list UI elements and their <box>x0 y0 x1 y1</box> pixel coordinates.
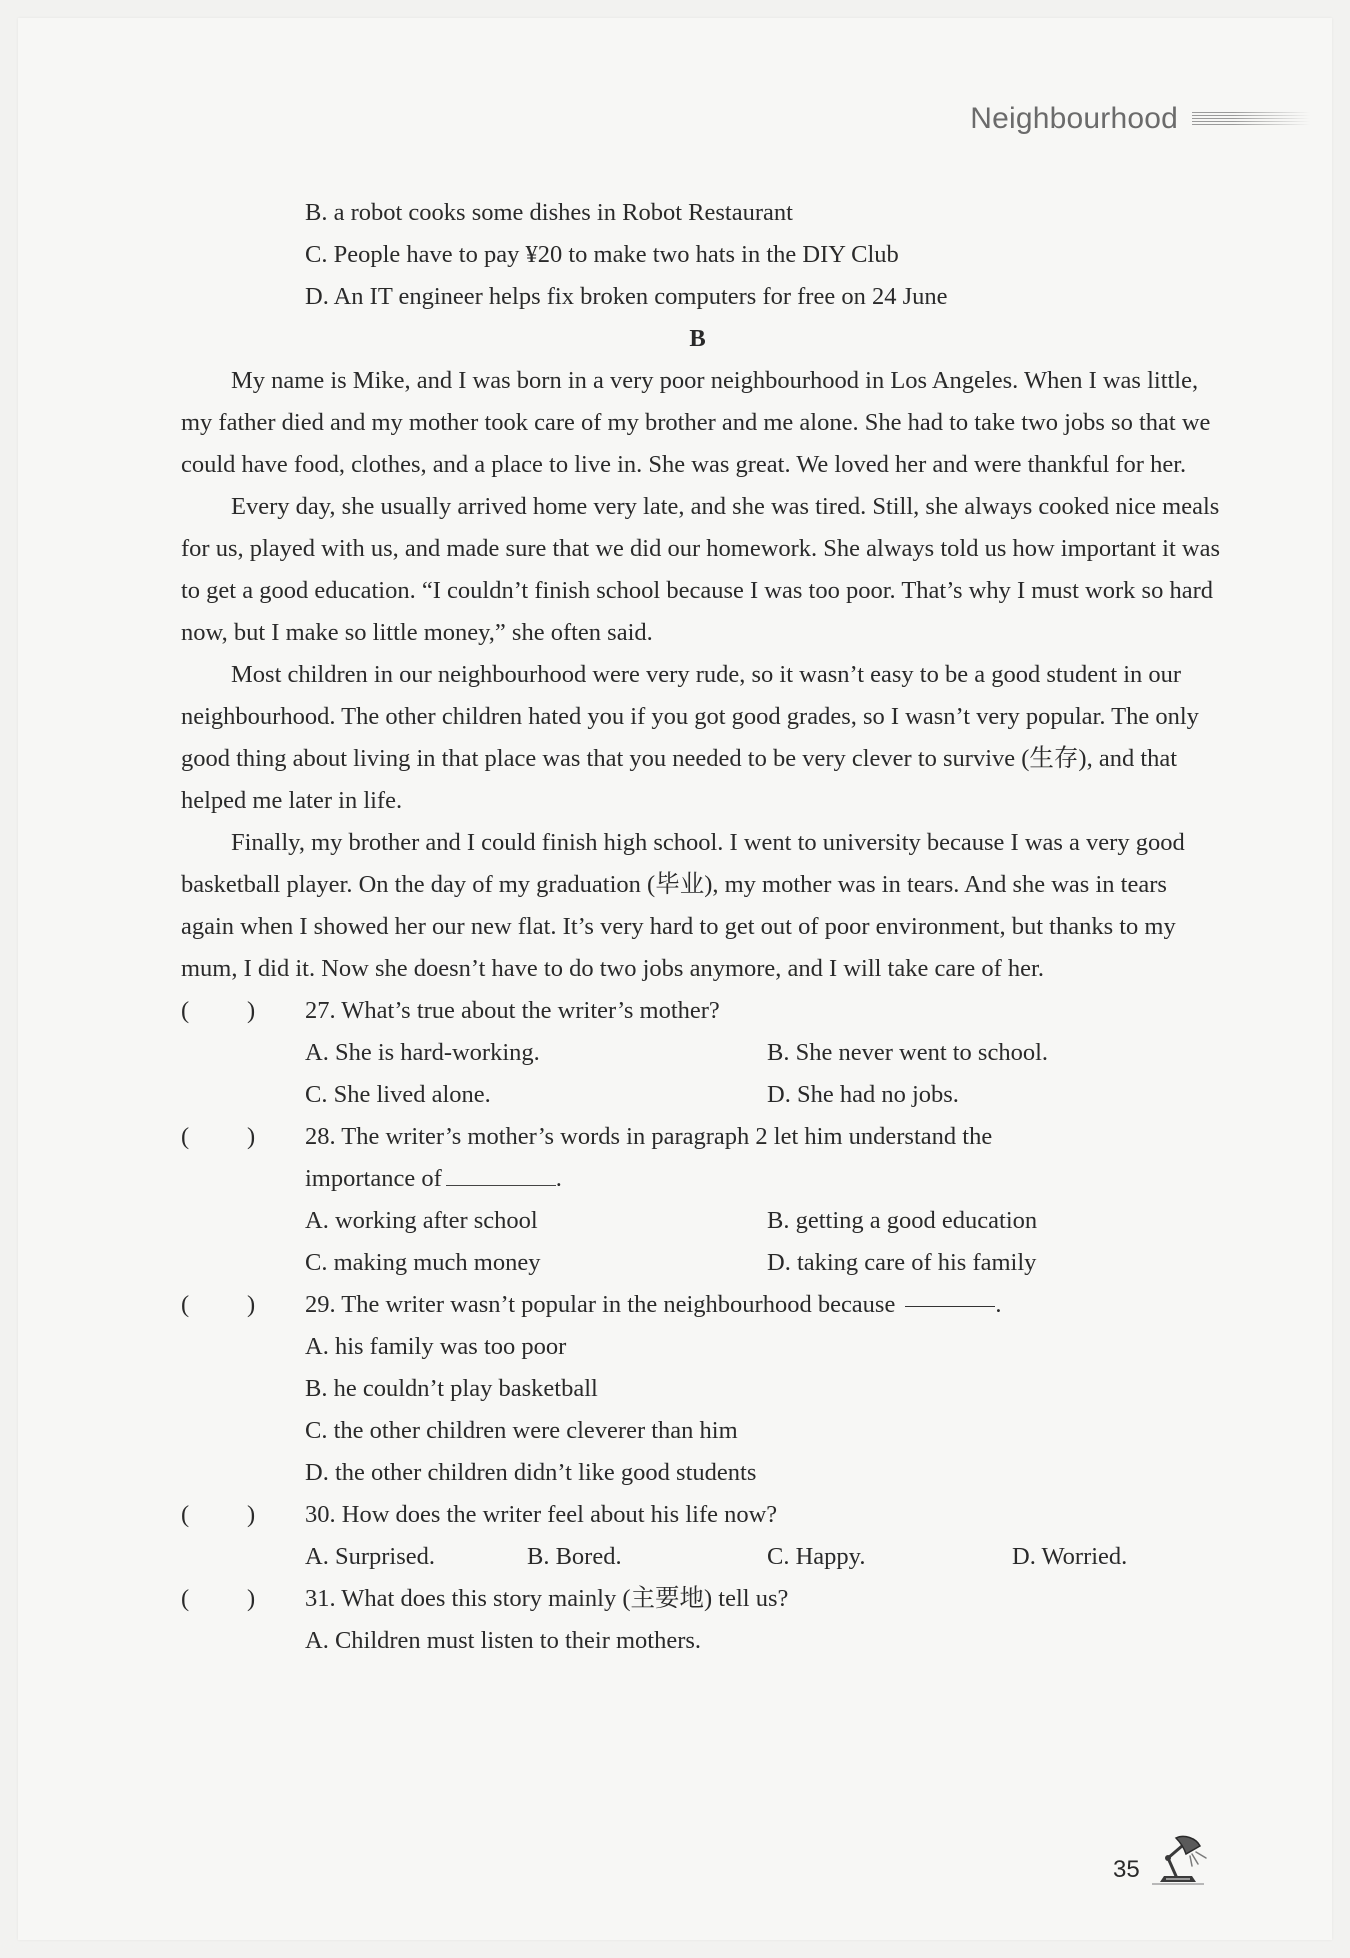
answer-blank[interactable] <box>446 1163 556 1186</box>
option-a: A. working after school <box>305 1207 538 1234</box>
option-b: B. Bored. <box>527 1543 622 1570</box>
prev-option-c: C. People have to pay ¥20 to make two hats in the DIY Club <box>305 241 899 268</box>
question-27 <box>181 990 1221 1032</box>
bracket-open: ( <box>181 1291 190 1318</box>
question-28 <box>181 1116 1221 1158</box>
page-header <box>970 102 1310 136</box>
options-row <box>181 1074 1221 1116</box>
options-row <box>181 1536 1221 1578</box>
option-d: D. Worried. <box>1012 1543 1128 1570</box>
prev-option-b: B. a robot cooks some dishes in Robot Restaurant <box>305 199 793 226</box>
bracket-close: ) <box>247 1123 256 1150</box>
option-a: A. Surprised. <box>305 1543 435 1570</box>
question-stem: 29. The writer wasn’t popular in the neighbourhood because <box>305 1291 896 1318</box>
passage-paragraph-1: My name is Mike, and I was born in a very poor neighbourhood in Los Angeles. When I was little, my father died and my mother took care of my brother and me alone. She had to take two jobs so that we could have food, clothes, and a place to live in. She was great. We loved her and were thankful for her. <box>181 367 1211 478</box>
bracket-close: ) <box>247 997 256 1024</box>
answer-blank[interactable] <box>905 1284 995 1307</box>
prev-option-d: D. An IT engineer helps fix broken computers for free on 24 June <box>305 283 948 310</box>
bracket-close: ) <box>247 1501 256 1528</box>
options-row <box>181 1032 1221 1074</box>
question-stem: 28. The writer’s mother’s words in paragraph 2 let him understand the <box>305 1123 993 1150</box>
bracket-open: ( <box>181 1585 190 1612</box>
passage-paragraph-4: Finally, my brother and I could finish high school. I went to university because I was a very good basketball player. On the day of my graduation (毕业), my mother was in tears. And she was in tears again when I showed her our new flat. It’s very hard to get out of poor environment, but thanks to my mum, I did it. Now she doesn’t have to do two jobs anymore, and I will take care of her. <box>181 829 1185 982</box>
bracket-open: ( <box>181 1501 190 1528</box>
question-29 <box>181 1284 1221 1326</box>
option-a: A. his family was too poor <box>305 1333 567 1360</box>
question-stem: 27. What’s true about the writer’s mother? <box>305 997 720 1024</box>
page-content <box>181 192 1221 1662</box>
question-stem-part2: importance of <box>305 1165 442 1192</box>
option-b: B. he couldn’t play basketball <box>305 1375 598 1402</box>
option-c: C. making much money <box>305 1249 541 1276</box>
question-31 <box>181 1578 1221 1620</box>
desk-lamp-icon <box>1146 1832 1210 1888</box>
option-c: C. She lived alone. <box>305 1081 491 1108</box>
period: . <box>995 1291 1002 1318</box>
option-d: D. taking care of his family <box>767 1249 1037 1276</box>
question-stem: 31. What does this story mainly (主要地) tell us? <box>305 1585 789 1612</box>
option-b: B. She never went to school. <box>767 1039 1049 1066</box>
option-c: C. Happy. <box>767 1543 866 1570</box>
option-d: D. She had no jobs. <box>767 1081 959 1108</box>
bracket-close: ) <box>247 1585 256 1612</box>
header-title: Neighbourhood <box>970 102 1178 135</box>
question-30 <box>181 1494 1221 1536</box>
question-stem-continued <box>181 1158 1221 1200</box>
period: . <box>555 1165 562 1192</box>
answer-bracket[interactable] <box>181 1284 305 1326</box>
header-decorative-lines <box>1192 112 1310 126</box>
option-a: A. Children must listen to their mothers. <box>305 1627 702 1654</box>
bracket-close: ) <box>247 1291 256 1318</box>
option-b: B. getting a good education <box>767 1207 1038 1234</box>
answer-bracket[interactable] <box>181 1578 305 1620</box>
options-row <box>181 1200 1221 1242</box>
answer-bracket[interactable] <box>181 1116 305 1158</box>
answer-bracket[interactable] <box>181 1494 305 1536</box>
bracket-open: ( <box>181 1123 190 1150</box>
option-a: A. She is hard-working. <box>305 1039 540 1066</box>
answer-bracket[interactable] <box>181 990 305 1032</box>
passage-paragraph-3: Most children in our neighbourhood were very rude, so it wasn’t easy to be a good student in our neighbourhood. The other children hated you if you got good grades, so I wasn’t very popular. The only good thing about living in that place was that you needed to be very clever to survive (生存), and that helped me later in life. <box>181 661 1199 814</box>
section-letter: B <box>689 325 706 352</box>
option-c: C. the other children were cleverer than him <box>305 1417 738 1444</box>
question-stem: 30. How does the writer feel about his life now? <box>305 1501 778 1528</box>
passage-paragraph-2: Every day, she usually arrived home very late, and she was tired. Still, she always cooked nice meals for us, played with us, and made sure that we did our homework. She always told us how important it was to get a good education. “I couldn’t finish school because I was too poor. That’s why I must work so hard now, but I make so little money,” she often said. <box>181 493 1221 646</box>
page-number: 35 <box>1113 1856 1140 1883</box>
option-d: D. the other children didn’t like good students <box>305 1459 757 1486</box>
bracket-open: ( <box>181 997 190 1024</box>
textbook-page <box>18 18 1332 1940</box>
options-row <box>181 1242 1221 1284</box>
